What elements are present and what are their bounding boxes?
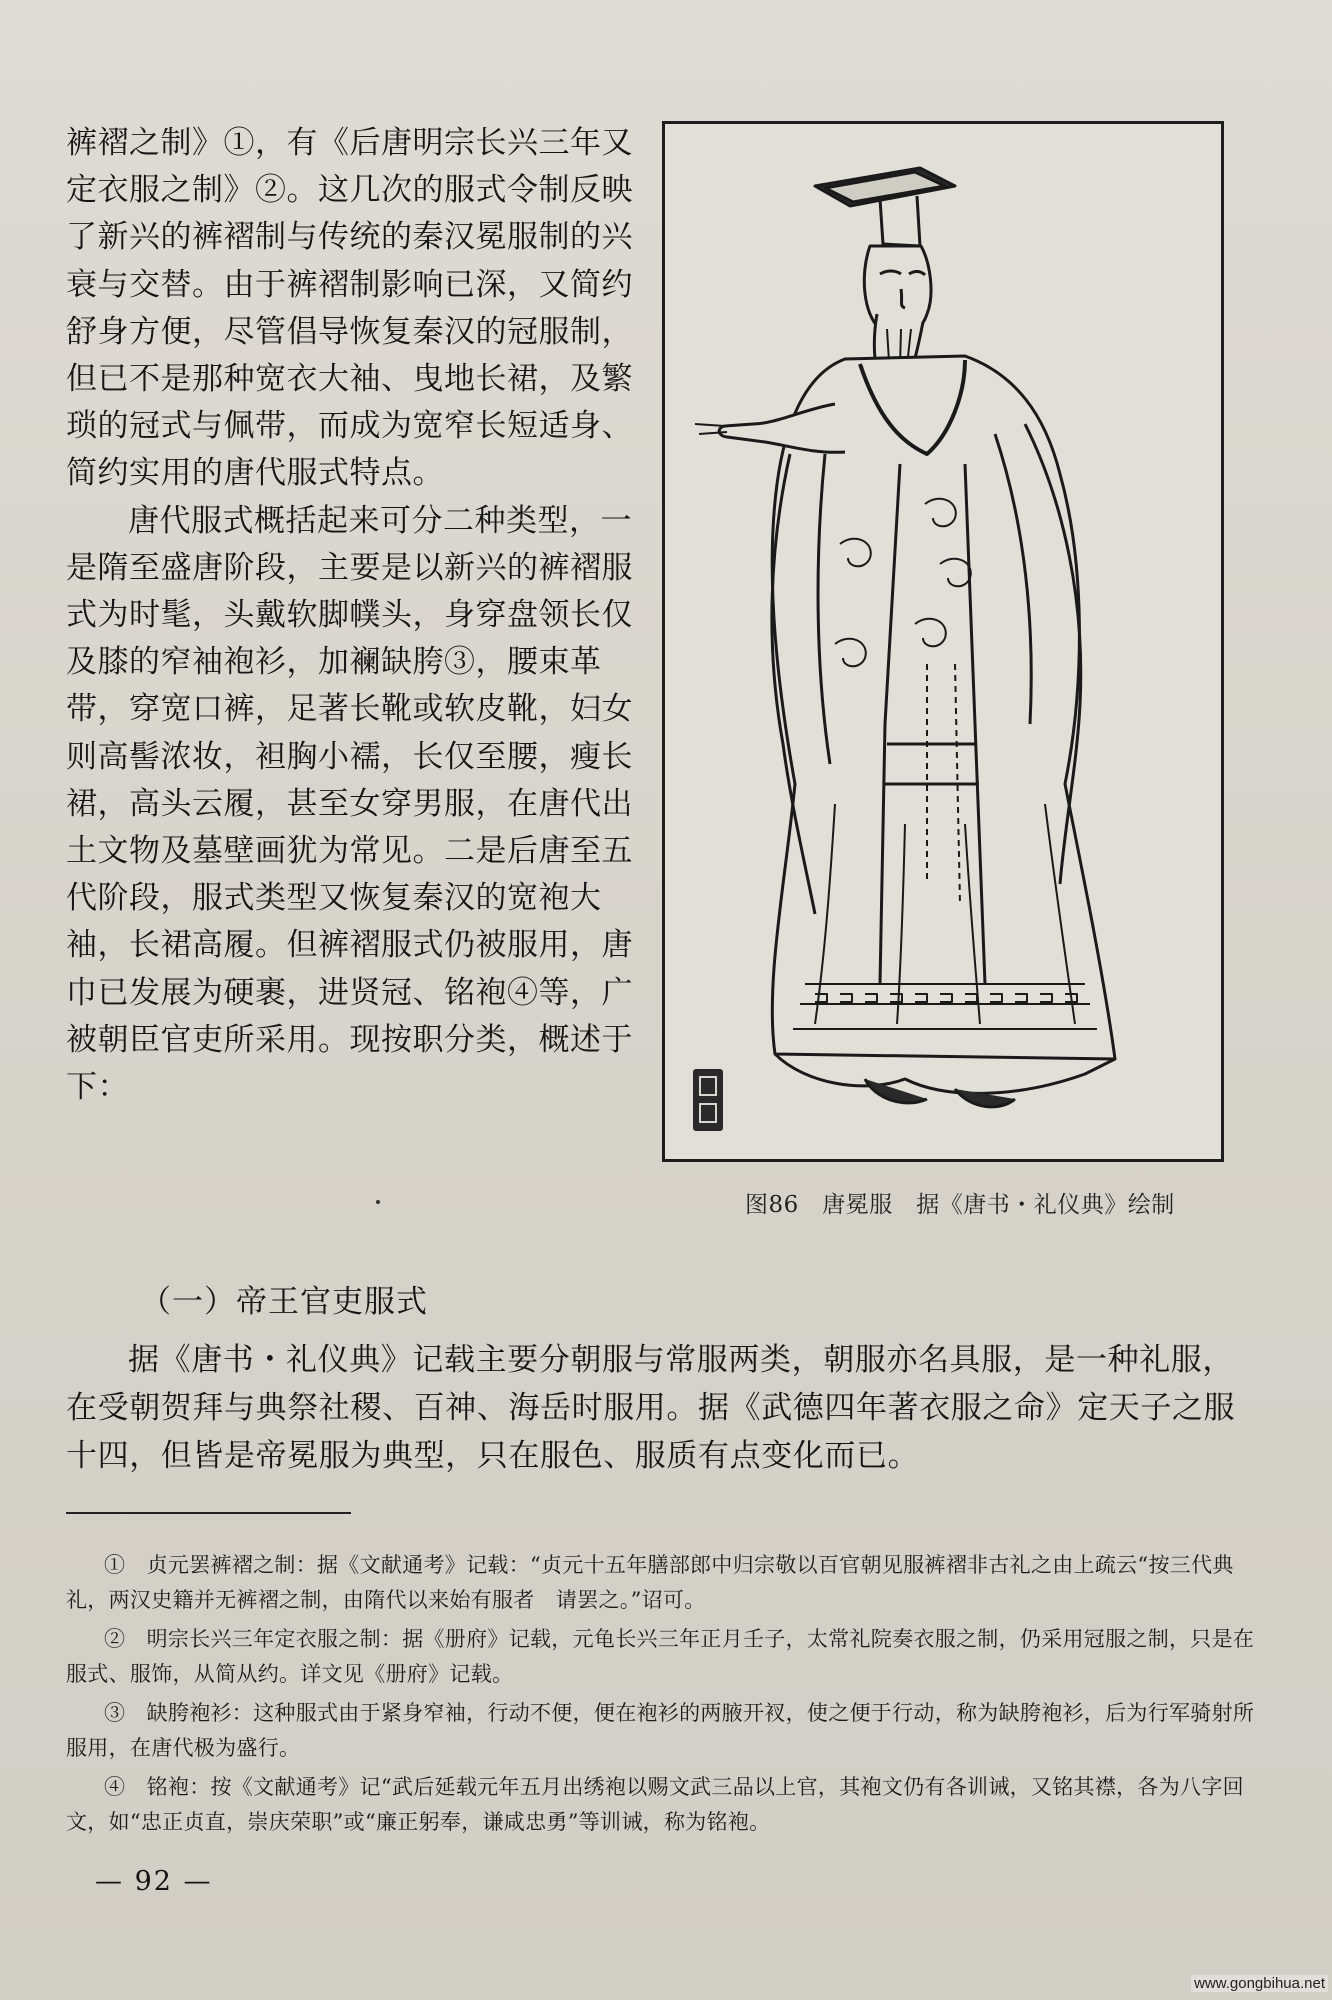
- figure-caption: 图86 唐冕服 据《唐书・礼仪典》绘制: [745, 1192, 1175, 1218]
- paragraph-tang-costume-types: 唐代服式概括起来可分二种类型，一是隋至盛唐阶段，主要是以新兴的裤褶服式为时髦，头戴软脚幞头，身穿盘领长仅及膝的窄袖袍衫，加襕缺胯③，腰束革带，穿宽口裤，足著长靴或软皮靴，妇女则高髻浓妆，袒胸小襦，长仅至腰，瘦长裙，高头云履，甚至女穿男服，在唐代出土文物及墓壁画犹为常见。二是后唐至五代阶段，服式类型又恢复秦汉的宽袍大袖，长裙高履。但裤褶服式仍被服用，唐巾已发展为硬裹，进贤冠、铭袍④等，广被朝臣官吏所采用。现按职分类，概述于下：: [66, 502, 633, 1106]
- footnote-divider: [66, 1512, 351, 1514]
- figure-illustration: [662, 121, 1224, 1162]
- footnote-2: ② 明宗长兴三年定衣服之制：据《册府》记载，元龟长兴三年正月壬子，太常礼院奏衣服之制，仍采用冠服之制，只是在服式、服饰，从简从约。详文见《册府》记载。: [66, 1627, 1255, 1686]
- ink-dot: [376, 1200, 380, 1204]
- footnotes: [66, 1548, 1262, 1844]
- page-number: — 92 —: [95, 1866, 213, 1897]
- footnote-4: ④ 铭袍：按《文献通考》记“武后延载元年五月出绣袍以赐文武三品以上官，其袍文仍有各训诫，又铭其襟，各为八字回文，如“忠正贞直，崇庆荣职”或“廉正躬奉，谦咸忠勇”等训诫，称为铭袍。: [66, 1775, 1244, 1834]
- left-text-column: [66, 120, 651, 1111]
- footnote-1: ① 贞元罢裤褶之制：据《文献通考》记载：“贞元十五年膳部郎中归宗敬以百官朝见服裤褶非古礼之由上疏云“按三代典礼，两汉史籍并无裤褶之制，由隋代以来始有服者 请罢之。”诏可。: [66, 1553, 1234, 1612]
- site-watermark: www.gongbihua.net: [1191, 1975, 1328, 1992]
- section-heading: （一）帝王官吏服式: [140, 1284, 428, 1320]
- main-paragraph: [66, 1336, 1262, 1480]
- paragraph-continuation: 裤褶之制》①，有《后唐明宗长兴三年又定衣服之制》②。这几次的服式令制反映了新兴的裤褶制与传统的秦汉冕服制的兴衰与交替。由于裤褶制影响已深，又简约舒身方便，尽管倡导恢复秦汉的冠服制，但已不是那种宽衣大袖、曳地长裙，及繁琐的冠式与佩带，而成为宽窄长短适身、简约实用的唐代服式特点。: [66, 125, 633, 492]
- artist-seal-icon: [693, 1069, 723, 1131]
- emperor-illustration: [665, 124, 1221, 1159]
- footnote-3: ③ 缺胯袍衫：这种服式由于紧身窄袖，行动不便，便在袍衫的两腋开衩，使之便于行动，称为缺胯袍衫，后为行军骑射所服用，在唐代极为盛行。: [66, 1701, 1255, 1760]
- paragraph-court-dress: 据《唐书・礼仪典》记载主要分朝服与常服两类，朝服亦名具服，是一种礼服，在受朝贺拜与典祭社稷、百神、海岳时服用。据《武德四年著衣服之命》定天子之服十四，但皆是帝冕服为典型，只在服色、服质有点变化而已。: [66, 1342, 1236, 1474]
